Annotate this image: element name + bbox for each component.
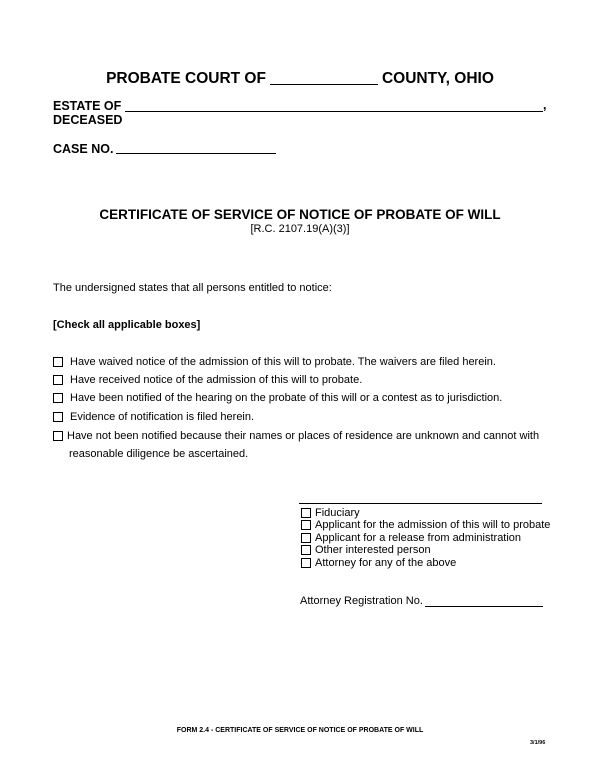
option-notified-label: Have been notified of the hearing on the probate of this will or a contest as to jurisdiction.: [70, 392, 503, 404]
case-number-label: CASE NO.: [53, 142, 114, 156]
option-waived-notice: [53, 356, 496, 368]
court-suffix: COUNTY, OHIO: [381, 70, 494, 87]
role-applicant-admission-label: Applicant for the admission of this will to probate: [315, 519, 551, 531]
option-received-label: Have received notice of the admission of this will to probate.: [70, 374, 363, 386]
attorney-registration-line[interactable]: [425, 606, 543, 607]
deceased-label: DECEASED: [53, 113, 123, 127]
option-not-notified-label: Have not been notified because their names or places of residence are unknown and cannot with: [67, 430, 540, 442]
role-fiduciary: [301, 507, 360, 519]
role-other-interested-checkbox[interactable]: [301, 545, 311, 555]
court-title: [0, 70, 600, 88]
option-not-notified-checkbox[interactable]: [53, 431, 63, 441]
option-not-notified: [53, 430, 539, 442]
option-received-checkbox[interactable]: [53, 375, 63, 385]
role-attorney-label: Attorney for any of the above: [315, 557, 457, 569]
option-evidence-label: Evidence of notification is filed herein.: [70, 411, 255, 423]
court-prefix: PROBATE COURT OF: [106, 70, 266, 87]
form-revision-date: 3/1/96: [530, 740, 546, 746]
estate-comma: ,: [543, 98, 547, 112]
attorney-registration-label: Attorney Registration No.: [300, 595, 423, 607]
role-other-interested: [301, 544, 431, 556]
intro-statement: The undersigned states that all persons entitled to notice:: [53, 282, 332, 294]
estate-name-line[interactable]: [125, 111, 543, 112]
role-applicant-admission-checkbox[interactable]: [301, 520, 311, 530]
role-applicant-release-label: Applicant for a release from administration: [315, 532, 522, 544]
option-not-notified-continuation: reasonable diligence be ascertained.: [69, 448, 249, 460]
role-fiduciary-checkbox[interactable]: [301, 508, 311, 518]
option-evidence-checkbox[interactable]: [53, 412, 63, 422]
option-waived-label: Have waived notice of the admission of this will to probate. The waivers are filed herein.: [70, 356, 496, 368]
statute-reference: [R.C. 2107.19(A)(3)]: [250, 223, 350, 235]
option-received-notice: [53, 374, 362, 386]
option-evidence-filed: [53, 411, 254, 423]
role-other-interested-label: Other interested person: [315, 544, 431, 556]
county-blank-line[interactable]: [270, 70, 378, 85]
certificate-title: CERTIFICATE OF SERVICE OF NOTICE OF PROBATE OF WILL: [99, 207, 501, 222]
role-attorney-checkbox[interactable]: [301, 558, 311, 568]
option-notified-hearing: [53, 392, 502, 404]
role-fiduciary-label: Fiduciary: [315, 507, 360, 519]
check-instruction: [Check all applicable boxes]: [53, 319, 201, 331]
role-attorney: [301, 557, 456, 569]
signature-line[interactable]: [299, 503, 542, 504]
role-applicant-admission: [301, 519, 550, 531]
role-applicant-release-checkbox[interactable]: [301, 533, 311, 543]
option-notified-checkbox[interactable]: [53, 393, 63, 403]
case-number-line[interactable]: [116, 153, 276, 154]
form-footer-title: FORM 2.4 - CERTIFICATE OF SERVICE OF NOTICE OF PROBATE OF WILL: [176, 727, 424, 734]
estate-label: ESTATE OF: [53, 99, 122, 113]
role-applicant-release: [301, 532, 521, 544]
option-waived-checkbox[interactable]: [53, 357, 63, 367]
